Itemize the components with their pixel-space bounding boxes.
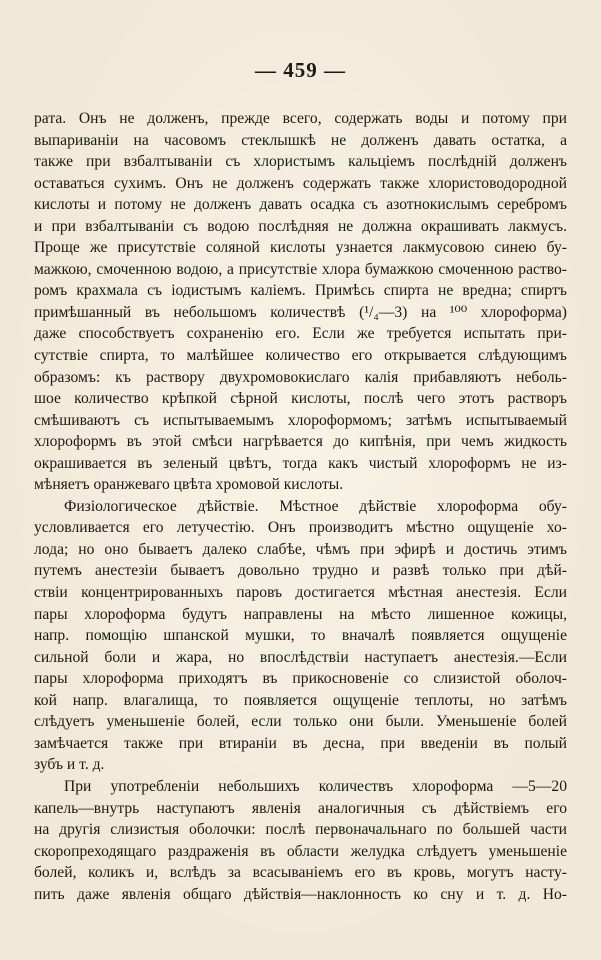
text-line: условливается его летучестію. Онъ производитъ мѣстно ощущеніе хо- [34,519,567,537]
text-line: также при взбалтываніи съ хлористымъ кальціемъ послѣдній долженъ [34,153,567,171]
text-line: выпариваніи на часовомъ стеклышкѣ не долженъ давать остатка, а [34,131,567,149]
paragraph-2 [34,496,567,776]
text-line: на другія слизистыя оболочки: послѣ первоначальнаго по большей части [34,821,567,839]
text-line: Физіологическое дѣйствіе. Мѣстное дѣйствіе хлороформа обу- [64,497,567,515]
text-line: лода; но оно бываетъ далеко слабѣе, чѣмъ при эфирѣ и достичь этимъ [34,540,567,558]
paragraph-1 [34,108,567,496]
text-line: сутствіе спирта, то малѣйшее количество его открывается слѣдующимъ [34,347,567,365]
text-line: При употребленіи небольшихъ количествъ хлороформа —5—20 [64,777,567,795]
text-line: смѣшиваютъ съ испытываемымъ хлороформомъ; затѣмъ испытываемый [34,411,567,429]
text-line: даже способствуетъ сохраненію его. Если же требуется испытать при- [34,325,567,343]
text-line: болей, коликъ и, вслѣдъ за всасываніемъ его въ кровь, могутъ насту- [34,864,567,882]
text-line: скоропреходящаго раздраженія въ области желудка слѣдуетъ уменьшеніе [34,842,567,860]
text-line: окрашивается въ зеленый цвѣтъ, тогда какъ чистый хлороформъ не из- [34,454,567,472]
text-line: мѣняетъ оранжеваго цвѣта хромовой кислоты. [34,476,344,494]
text-line: кой напр. влагалища, то появляется ощущеніе теплоты, но затѣмъ [34,691,567,709]
text-line: рата. Онъ не долженъ, прежде всего, содержать воды и потому при [34,110,567,127]
text-line: зубъ и т. д. [34,756,105,774]
text-line: сильной боли и жара, но впослѣдствіи наступаетъ анестезія.—Если [34,648,567,666]
text-line: капель—внутрь наступаютъ явленія аналогичныя съ дѣйствіемъ его [34,799,567,817]
text-line: кислоты и потому не долженъ давать осадка съ азотнокислымъ серебромъ [34,196,567,214]
text-line: и при взбалтываніи съ водою послѣдняя не должна окрашивать лакмусъ. [34,217,567,235]
text-line: хлороформъ въ этой смѣси нагрѣвается до кипѣнія, при чемъ жидкость [34,433,567,451]
text-line: примѣшанный въ небольшомъ количествѣ (¹/₄—3) на ¹⁰⁰ хлороформа) [34,303,567,321]
text-line: ствіи концентрированныхъ паровъ достигается мѣстная анестезія. Если [34,584,567,602]
text-line: ромъ крахмала съ іодистымъ каліемъ. Примѣсь спирта не вредна; спиртъ [34,282,567,300]
text-line: замѣчается также при втираніи въ десна, при введеніи въ полый [34,734,567,752]
text-line: образомъ: къ раствору двухромовокислаго калія прибавляютъ неболь- [34,368,567,386]
text-line: мажкою, смоченною водою, а присутствіе хлора бумажкою смоченною раство- [34,260,567,278]
page-number: — 459 — [255,58,346,82]
paragraph-3 [34,776,567,905]
text-line: пить даже явленія общаго дѣйствія—наклонность ко сну и т. д. Но- [34,885,567,903]
text-line: оставаться сухимъ. Онъ не долженъ содержать также хлористоводородной [34,174,567,192]
text-line: шое количество крѣпкой сѣрной кислоты, послѣ чего этотъ растворъ [34,390,567,408]
text-line: слѣдуетъ уменьшеніе болей, если только они были. Уменьшеніе болей [34,713,567,731]
text-line: путемъ анестезіи бываетъ довольно трудно и развѣ только при дѣй- [34,562,567,580]
text-line: пары хлороформа будутъ направлены на мѣсто лишенное кожицы, [34,605,567,623]
text-line: пары хлороформа приходятъ въ прикосновеніе со слизистой оболоч- [34,670,567,688]
text-line: Проще же присутствіе соляной кислоты узнается лакмусовою синею бу- [34,239,567,257]
text-line: напр. помощію шпанской мушки, то вначалѣ появляется ощущеніе [34,627,567,645]
